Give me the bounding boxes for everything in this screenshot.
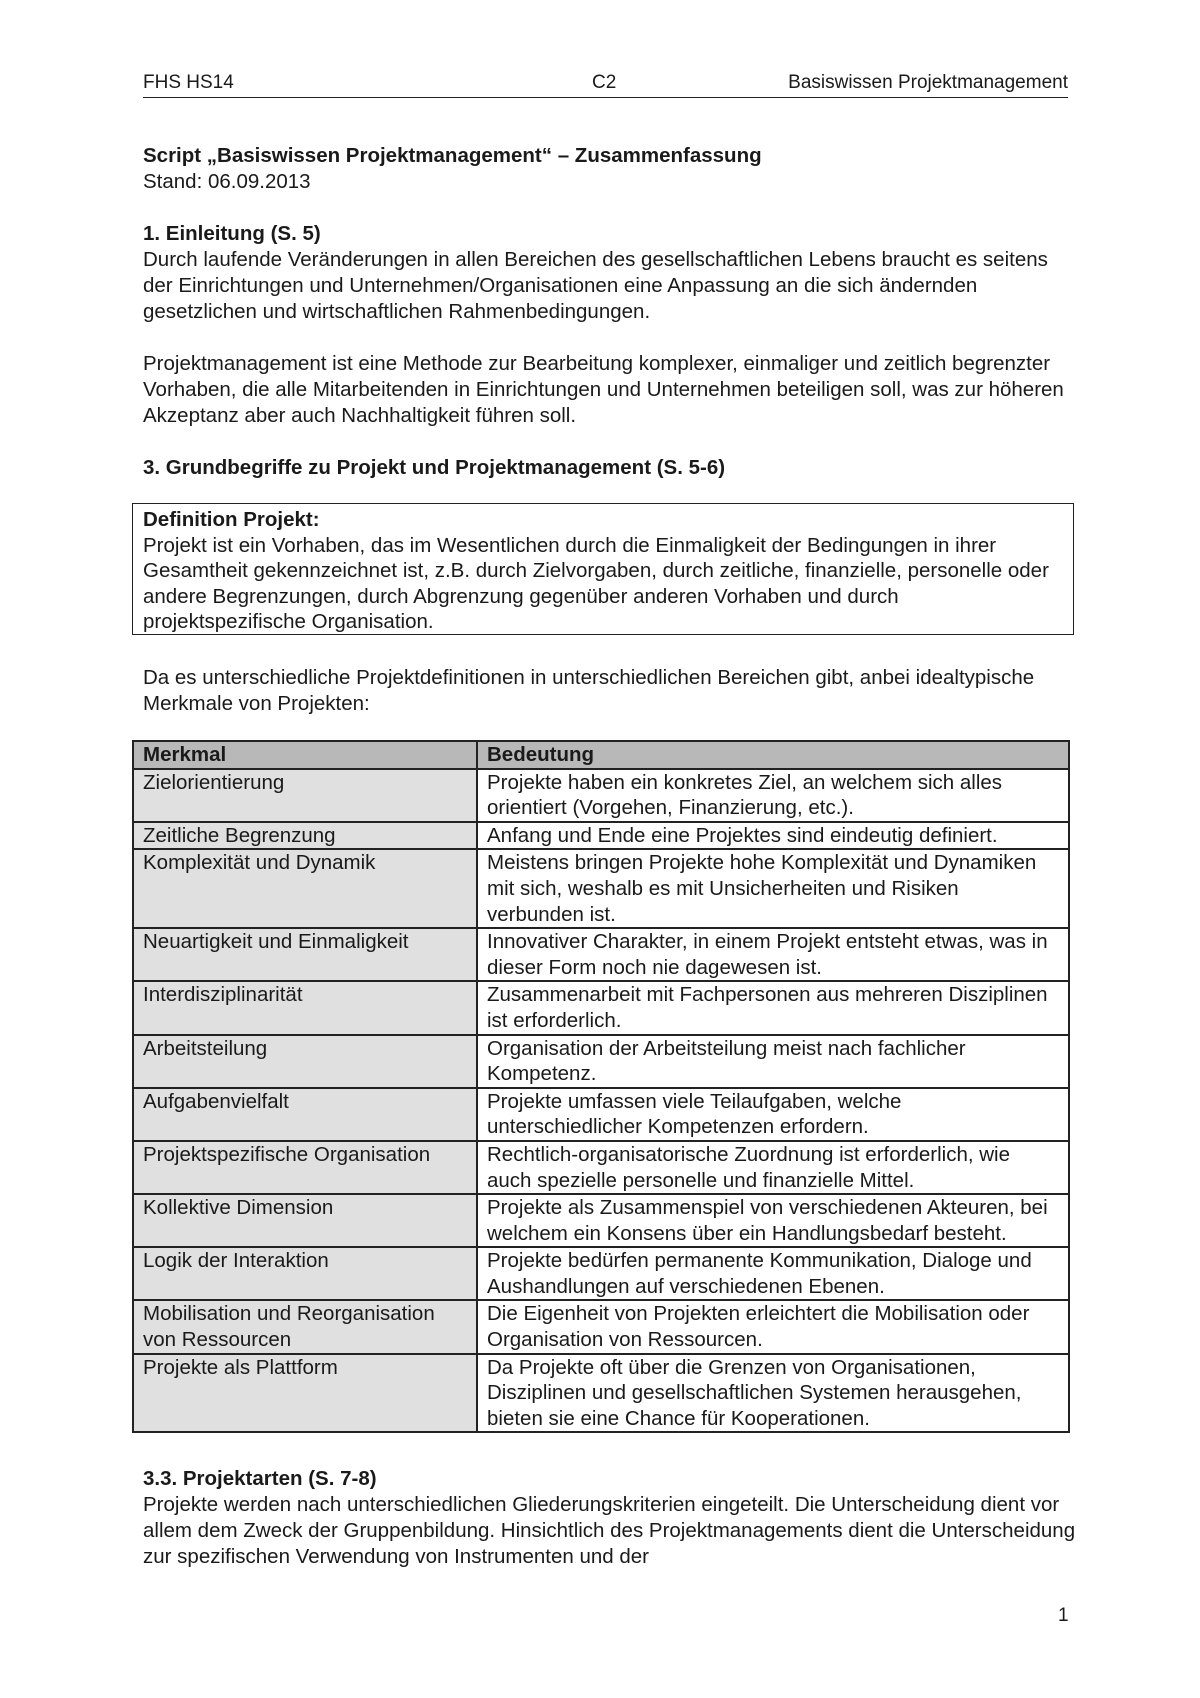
table-row	[133, 1088, 1069, 1141]
section-3-3-heading: 3.3. Projektarten (S. 7-8)	[143, 1467, 377, 1490]
section-1-heading: 1. Einleitung (S. 5)	[143, 222, 321, 245]
page-header	[143, 70, 1068, 98]
bedeutung-cell: Zusammenarbeit mit Fachpersonen aus mehreren Disziplinen ist erforderlich.	[477, 981, 1069, 1034]
merkmale-intro: Da es unterschiedliche Projektdefinitionen in unterschiedlichen Bereichen gibt, anbei idealtypische Merkmale von Projekten:	[143, 666, 1035, 715]
merkmal-cell: Neuartigkeit und Einmaligkeit	[133, 928, 477, 981]
table-row	[133, 769, 1069, 822]
merkmal-cell: Mobilisation und Reorganisation von Ressourcen	[133, 1300, 477, 1353]
bedeutung-cell: Projekte umfassen viele Teilaufgaben, welche unterschiedlicher Kompetenzen erfordern.	[477, 1088, 1069, 1141]
definition-title: Definition Projekt:	[143, 508, 320, 531]
bedeutung-cell: Die Eigenheit von Projekten erleichtert die Mobilisation oder Organisation von Ressourcen.	[477, 1300, 1069, 1353]
merkmal-cell: Arbeitsteilung	[133, 1035, 477, 1088]
table-row	[133, 928, 1069, 981]
section-3-3	[143, 1466, 1083, 1570]
table-row	[133, 981, 1069, 1034]
bedeutung-cell: Organisation der Arbeitsteilung meist nach fachlicher Kompetenz.	[477, 1035, 1069, 1088]
bedeutung-cell: Projekte bedürfen permanente Kommunikation, Dialoge und Aushandlungen auf verschiedenen Ebenen.	[477, 1247, 1069, 1300]
merkmal-cell: Kollektive Dimension	[133, 1194, 477, 1247]
bedeutung-cell: Meistens bringen Projekte hohe Komplexität und Dynamiken mit sich, weshalb es mit Unsicherheiten und Risiken verbunden ist.	[477, 849, 1069, 928]
merkmal-cell: Zeitliche Begrenzung	[133, 822, 477, 850]
table-row	[133, 822, 1069, 850]
table-row	[133, 1035, 1069, 1088]
table-header-row	[133, 741, 1069, 769]
table-row	[133, 1300, 1069, 1353]
document-date: Stand: 06.09.2013	[143, 170, 311, 193]
section-3-heading: 3. Grundbegriffe zu Projekt und Projektmanagement (S. 5-6)	[143, 456, 726, 479]
merkmal-cell: Aufgabenvielfalt	[133, 1088, 477, 1141]
section-3-3-paragraph: Projekte werden nach unterschiedlichen Gliederungskriterien eingeteilt. Die Unterscheidung dient vor allem dem Zweck der Gruppenbildung. Hinsichtlich des Projektmanagements dient die Unterscheidung zur spezifischen Verwendung von Instrumenten und der	[143, 1493, 1076, 1568]
bedeutung-cell: Projekte haben ein konkretes Ziel, an welchem sich alles orientiert (Vorgehen, Finanzierung, etc.).	[477, 769, 1069, 822]
section-1-paragraph-2: Projektmanagement ist eine Methode zur Bearbeitung komplexer, einmaliger und zeitlich begrenzter Vorhaben, die alle Mitarbeitenden in Einrichtungen und Unternehmen beteiligen soll, was zur höheren Akzeptanz aber auch Nachhaltigkeit führen soll.	[143, 352, 1064, 427]
merkmal-cell: Interdisziplinarität	[133, 981, 477, 1034]
bedeutung-cell: Projekte als Zusammenspiel von verschiedenen Akteuren, bei welchem ein Konsens über ein Handlungsbedarf besteht.	[477, 1194, 1069, 1247]
intro-content	[143, 143, 1083, 481]
header-left: FHS HS14	[143, 72, 234, 93]
page-number: 1	[1058, 1605, 1069, 1626]
merkmal-cell: Projektspezifische Organisation	[133, 1141, 477, 1194]
merkmal-cell: Logik der Interaktion	[133, 1247, 477, 1300]
header-right: Basiswissen Projektmanagement	[788, 72, 1068, 93]
merkmale-table	[132, 740, 1070, 1433]
column-header-bedeutung: Bedeutung	[477, 741, 1069, 769]
table-row	[133, 1354, 1069, 1433]
merkmal-cell: Komplexität und Dynamik	[133, 849, 477, 928]
bedeutung-cell: Rechtlich-organisatorische Zuordnung ist erforderlich, wie auch spezielle personelle und finanzielle Mittel.	[477, 1141, 1069, 1194]
bedeutung-cell: Anfang und Ende eine Projektes sind eindeutig definiert.	[477, 822, 1069, 850]
column-header-merkmal: Merkmal	[133, 741, 477, 769]
table-row	[133, 1247, 1069, 1300]
table-row	[133, 849, 1069, 928]
table-row	[133, 1194, 1069, 1247]
merkmal-cell: Projekte als Plattform	[133, 1354, 477, 1433]
document-title: Script „Basiswissen Projektmanagement“ – Zusammenfassung	[143, 144, 762, 167]
definition-box	[132, 503, 1074, 635]
header-center: C2	[592, 72, 617, 93]
definition-text: Projekt ist ein Vorhaben, das im Wesentlichen durch die Einmaligkeit der Bedingungen in ihrer Gesamtheit gekennzeichnet ist, z.B. durch Zielvorgaben, durch zeitliche, finanzielle, personelle oder andere Begrenzungen, durch Abgrenzung gegenüber anderen Vorhaben und durch projektspezifische Organisation.	[143, 533, 1049, 634]
table-row	[133, 1141, 1069, 1194]
merkmal-cell: Zielorientierung	[133, 769, 477, 822]
section-1-paragraph-1: Durch laufende Veränderungen in allen Bereichen des gesellschaftlichen Lebens braucht es seitens der Einrichtungen und Unternehmen/Organisationen eine Anpassung an die sich ändernden gesetzlichen und wirtschaftlichen Rahmenbedingungen.	[143, 248, 1048, 323]
bedeutung-cell: Innovativer Charakter, in einem Projekt entsteht etwas, was in dieser Form noch nie dagewesen ist.	[477, 928, 1069, 981]
bedeutung-cell: Da Projekte oft über die Grenzen von Organisationen, Disziplinen und gesellschaftlichen Systemen herausgehen, bieten sie eine Chance für Kooperationen.	[477, 1354, 1069, 1433]
